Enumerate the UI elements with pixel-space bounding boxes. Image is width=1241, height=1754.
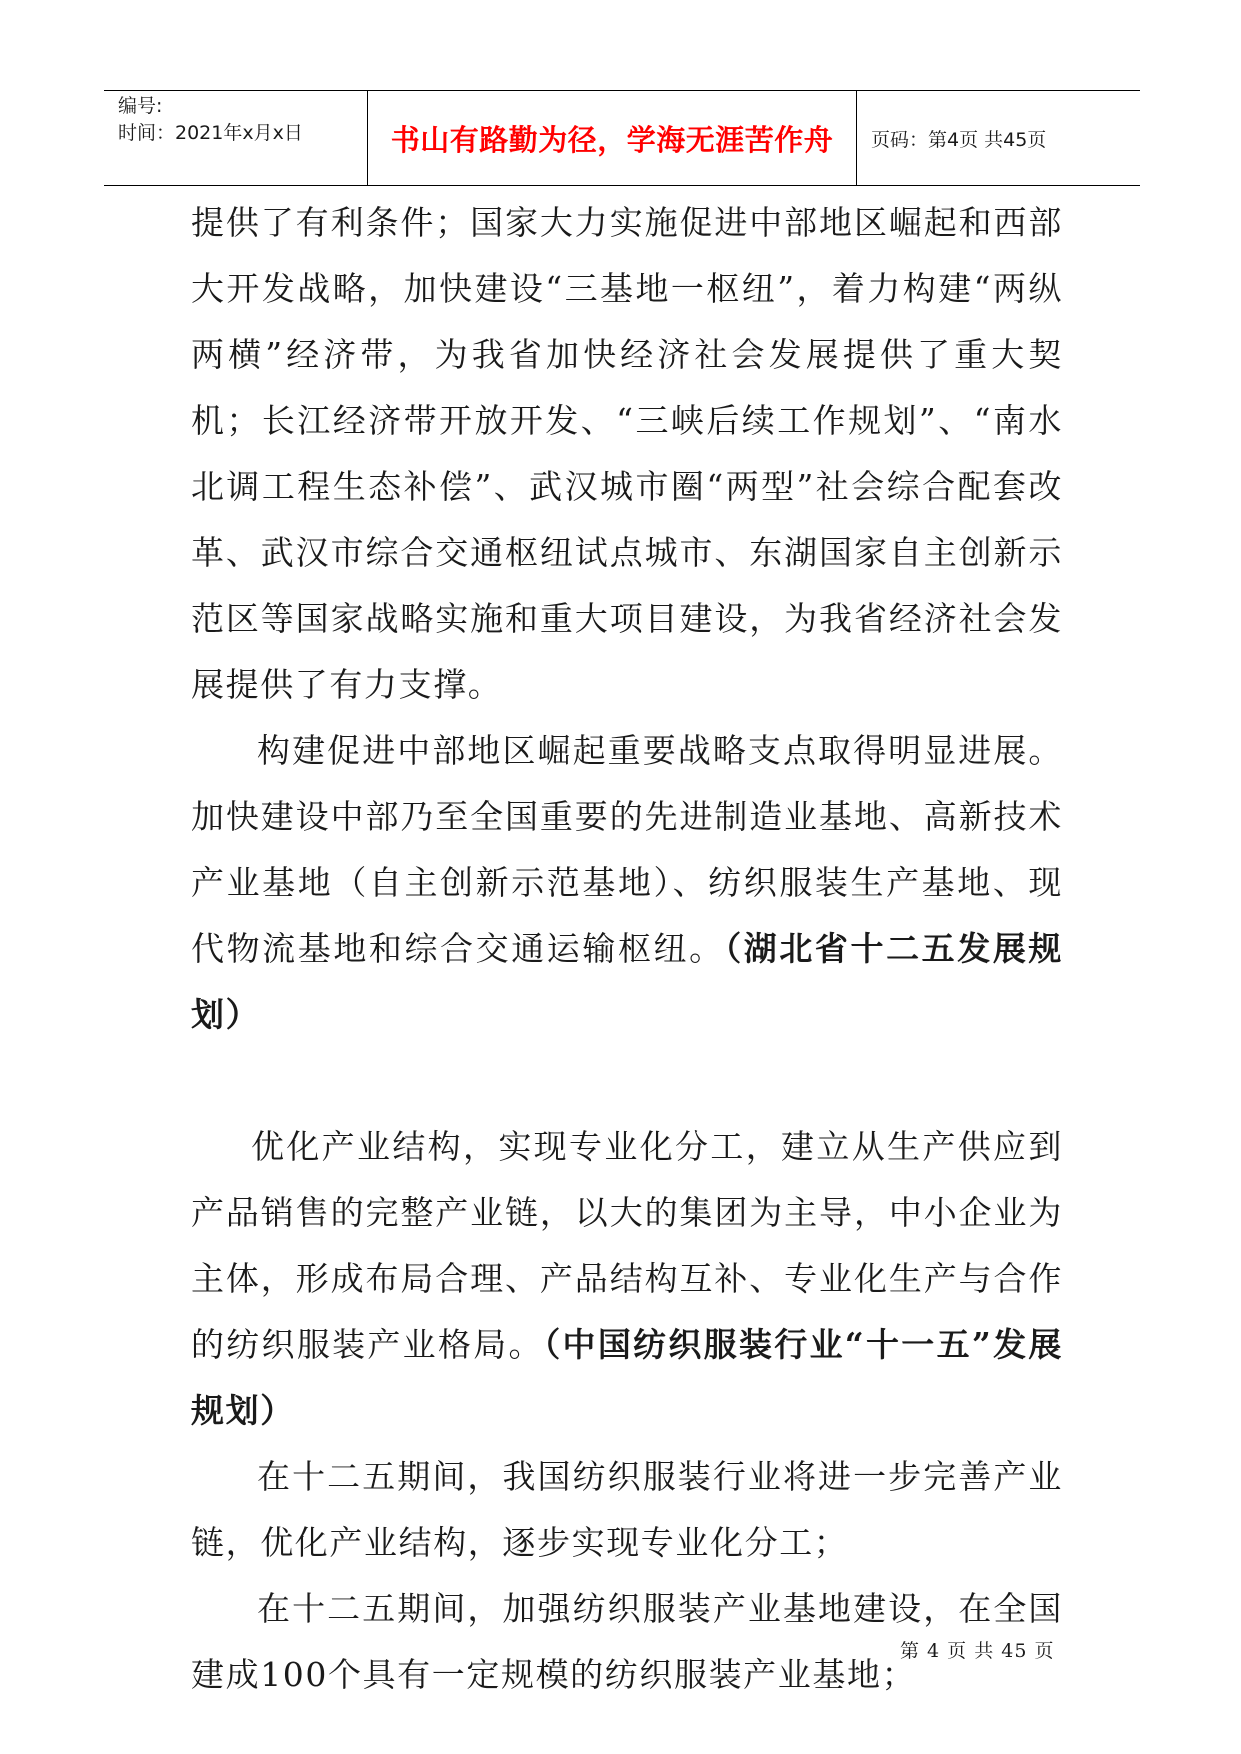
number-label: 编号: (118, 95, 163, 117)
citation: （中国纺织服装行业“十一五”发展规划） (191, 1325, 1063, 1430)
paragraph-2 (191, 718, 1063, 1048)
paragraph-4 (191, 1444, 1063, 1576)
time-label: 时间：2021年x月x日 (118, 122, 303, 144)
paragraph-3 (191, 1114, 1063, 1444)
paragraph-text: 在十二五期间，加强纺织服装产业基地建设，在全国建成100个具有一定规模的纺织服装产业基地； (191, 1589, 1063, 1694)
header-page-info: 页码：第4页 共45页 (871, 128, 1047, 151)
paragraph-text: 优化产业结构，实现专业化分工，建立从生产供应到产品销售的完整产业链，以大的集团为主导，中小企业为主体，形成布局合理、产品结构互补、专业化生产与合作的纺织服装产业格局。 (191, 1127, 1063, 1364)
paragraph-text: 在十二五期间，我国纺织服装行业将进一步完善产业链，优化产业结构，逐步实现专业化分工； (191, 1457, 1063, 1562)
paragraph-gap (191, 1048, 1063, 1114)
paragraph-1 (191, 190, 1063, 718)
paragraph-text: 构建促进中部地区崛起重要战略支点取得明显进展。加快建设中部乃至全国重要的先进制造业基地、高新技术产业基地（自主创新示范基地）、纺织服装生产基地、现代物流基地和综合交通运输枢纽。 (191, 731, 1063, 968)
header-meta (104, 91, 368, 185)
page-footer: 第 4 页 共 45 页 (900, 1640, 1055, 1662)
document-body (191, 190, 1063, 1708)
citation: （湖北省十二五发展规划） (191, 929, 1064, 1034)
paragraph-text: 提供了有利条件；国家大力实施促进中部地区崛起和西部大开发战略，加快建设“三基地一枢纽”，着力构建“两纵两横”经济带，为我省加快经济社会发展提供了重大契机；长江经济带开放开发、“三峡后续工作规划”、“南水北调工程生态补偿”、武汉城市圈“两型”社会综合配套改革、武汉市综合交通枢纽试点城市、东湖国家自主创新示范区等国家战略实施和重大项目建设，为我省经济社会发展提供了有力支撑。 (191, 203, 1063, 704)
page-header (104, 90, 1140, 186)
header-motto: 书山有路勤为径，学海无涯苦作舟 (368, 91, 857, 185)
